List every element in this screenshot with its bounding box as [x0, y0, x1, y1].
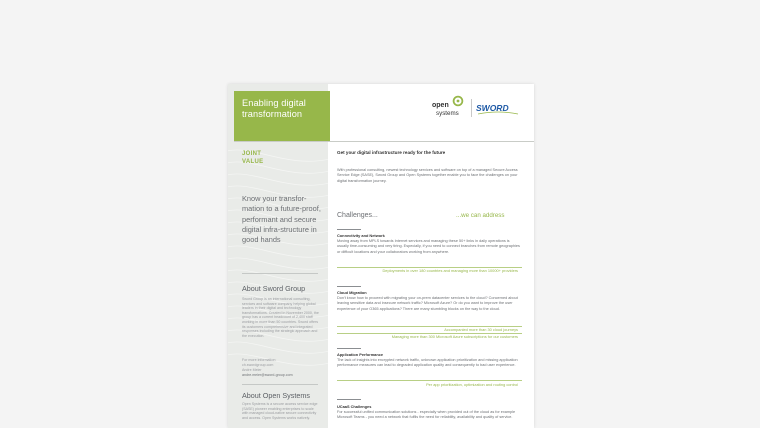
section-result-cloud-migration-2: Managing more than 300 Microsoft Azure subscriptions for our customers — [391, 334, 518, 339]
sword-logo-text: SWORD — [476, 103, 509, 113]
result-divider — [337, 380, 522, 381]
about-sword-contact-label: For more information: — [242, 358, 277, 362]
sidebar-divider — [242, 273, 318, 274]
sidebar-divider-2 — [242, 384, 318, 385]
header-divider — [234, 141, 534, 142]
section-title-connectivity: Connectivity and Network — [337, 233, 385, 238]
about-sword-contact-name: Andre Meier — [242, 368, 262, 372]
intro-paragraph: With professional consulting, newest technology services and software on top of a managed Secure Access Service Edge (SASE), Sword Group and Open Systems together enable you to face the challenges on your digital transformation journey. — [337, 168, 518, 183]
section-title-ucaas: UCaaS Challenges — [337, 404, 372, 409]
section-title-cloud-migration: Cloud Migration — [337, 290, 367, 295]
datasheet-page — [228, 84, 534, 428]
section-rule — [337, 399, 361, 400]
challenges-label: Challenges... — [337, 212, 378, 219]
section-title-app-performance: Application Performance — [337, 352, 384, 357]
section-body-cloud-migration: Don't know how to proceed with migrating your on-prem datacenter services to the cloud? Concerned about leaving sensitive data and insecure network traffic? Microsoft Azure? Or do you want to improve the user experience of your O365 applications? There are many stumbling blocks on the way to the cloud. — [337, 296, 518, 311]
about-sword-body: Sword Group is an international consulting, services and software company helping global leaders in their digital and technology transformations. Created in November 2000, the group has a current headcount of 2,400 staff working in more than 50 countries. Sword offers its customers comprehensive and integrated responses including the strategic approach and the execution. — [242, 297, 319, 338]
section-result-app-performance-1: Per app prioritization, optimization and routing control — [426, 382, 518, 387]
main-headline: Get your digital infrastructure ready for the future — [337, 150, 446, 155]
open-systems-logo-line1: open — [432, 102, 449, 109]
joint-value-label — [242, 150, 263, 166]
title-banner — [234, 91, 330, 142]
sword-logo — [476, 102, 520, 118]
open-systems-logo — [431, 95, 465, 121]
sidebar-tagline: Know your transfor-mation to a future-proof, performant and secure digital infra-structure in good hands — [242, 194, 321, 245]
section-body-ucaas: For successful unified communication solutions - especially when provided out of the cloud as for example Microsoft Teams - you need a network that fulfils the need for reliability, availability and quality of service. — [337, 410, 516, 420]
about-open-heading: About Open Systems — [242, 391, 310, 400]
address-label: ...we can address — [456, 212, 505, 219]
section-result-cloud-migration-1: Accompanied more than 30 cloud journeys — [444, 327, 518, 332]
banner-title: Enabling digital transformation — [242, 98, 306, 119]
about-sword-contact-email[interactable]: andre.meier@sword-group.com — [242, 373, 293, 377]
open-systems-logo-line2: systems — [436, 110, 459, 117]
section-body-app-performance: The lack of insights into encrypted network traffic, unknown application prioritization and missing application performance measures can lead to degraded application quality and consequently to bad user experience. — [337, 358, 518, 368]
section-body-connectivity: Moving away from MPLS towards Internet services and managing these 50+ links in daily operations is usually time-consuming and very tiring. Especially, if you need to connect branches from remote geographies or difficult locations and your collaborators working from anywhere. — [337, 239, 520, 254]
joint-label-line1: JOINT — [242, 151, 262, 157]
section-rule — [337, 229, 361, 230]
section-rule — [337, 348, 361, 349]
logo-divider — [471, 99, 472, 117]
about-open-body: Open Systems is a secure access service edge (SASE) pioneer enabling enterprises to scale with managed cloud-native secure connectivity and access. Open Systems works natively. — [242, 402, 318, 420]
joint-label-line2: VALUE — [242, 159, 264, 165]
section-rule — [337, 286, 361, 287]
section-result-connectivity-1: Deployments in over 180 countries and managing more than 10000+ providers — [382, 268, 518, 273]
about-sword-heading: About Sword Group — [242, 284, 306, 293]
about-sword-contact-url[interactable]: ch.swordgroup.com — [242, 363, 274, 367]
